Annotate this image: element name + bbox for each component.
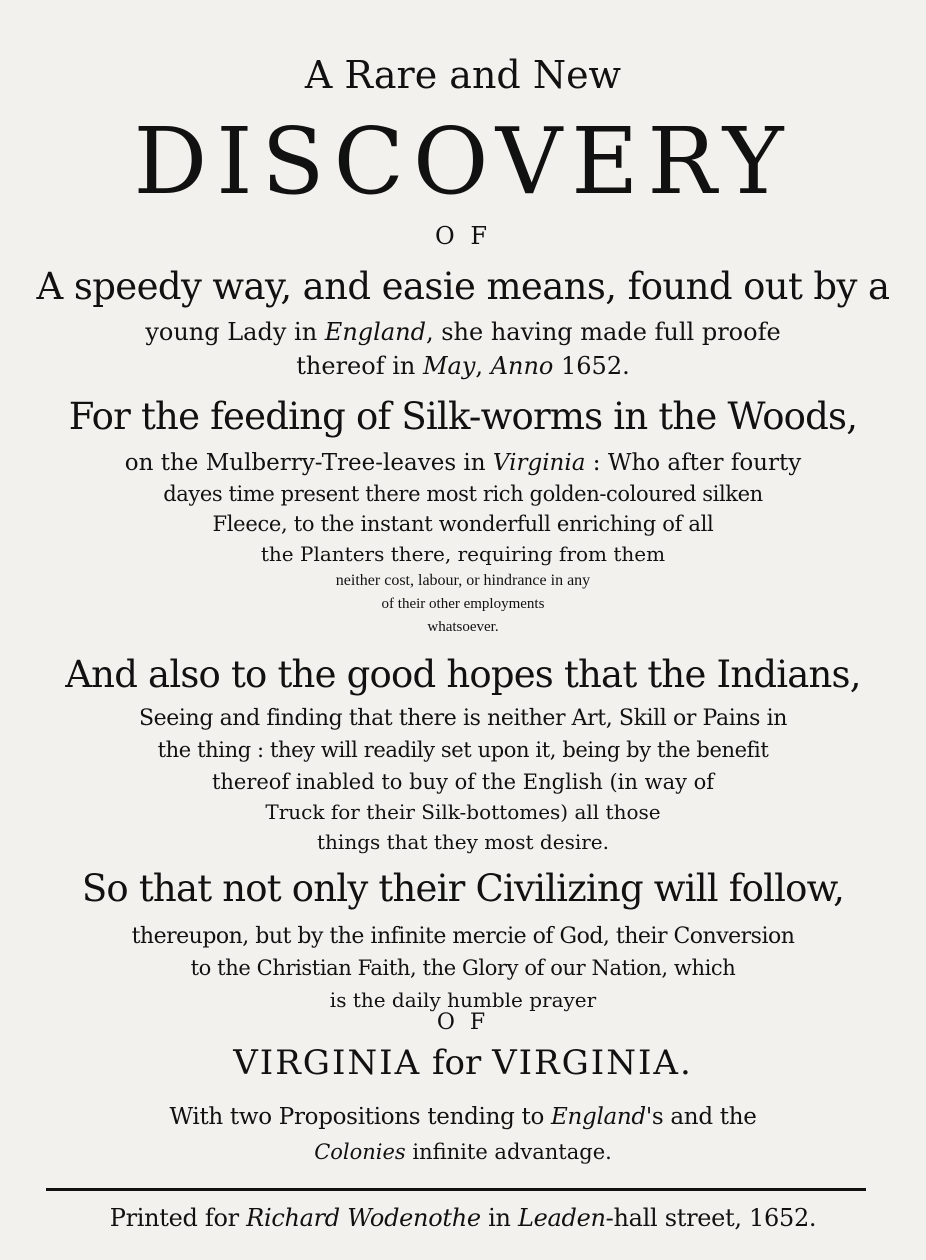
para2-line-2-b: Virginia <box>492 450 586 476</box>
propositions-line-2 <box>0 1142 926 1163</box>
para1-line-2-b: England <box>324 318 426 346</box>
para2-line-6: neither cost, labour, or hindrance in any <box>335 572 591 589</box>
para4-line-4: is the daily humble prayer <box>329 988 597 1012</box>
para4-line-1: So that not only their Civilizing will follow, <box>81 867 845 910</box>
title-discovery: DISCOVERY <box>133 108 793 215</box>
imprint <box>0 1206 926 1230</box>
para2-line-2-a: on the Mulberry-Tree-leaves in <box>124 450 493 476</box>
para1-line-2 <box>0 320 926 344</box>
para2-line-8: whatsoever. <box>427 619 499 635</box>
para3-line-4: thereof inabled to buy of the English (in way of <box>211 770 715 794</box>
para3-line-6: things that they most desire. <box>317 830 609 854</box>
of-heading-1: O F <box>435 222 491 250</box>
para1-line-1: A speedy way, and easie means, found out by a <box>36 265 890 308</box>
para1-line-2-a: young Lady in <box>145 318 325 346</box>
para2-line-2-c: : Who after fourty <box>585 450 802 476</box>
para1-line-2-c: , she having made full proofe <box>425 318 781 346</box>
para2-line-4: Fleece, to the instant wonderfull enriching of all <box>212 512 714 536</box>
para1-line-3-e: 1652. <box>553 352 630 380</box>
para3-line-2: Seeing and finding that there is neither Art, Skill or Pains in <box>139 706 787 731</box>
para2-line-2 <box>0 452 926 475</box>
imprint-b: Richard Wodenothe <box>246 1204 481 1232</box>
propositions-line-1 <box>0 1106 926 1129</box>
para3-line-1: And also to the good hopes that the Indians, <box>65 653 861 696</box>
para1-line-3-a: thereof in <box>296 352 423 380</box>
para1-line-3-b: May <box>422 352 476 380</box>
para2-line-3: dayes time present there most rich golden-coloured silken <box>163 482 763 506</box>
propositions-line-1-c: 's and the <box>645 1104 757 1130</box>
imprint-d: Leaden <box>517 1204 606 1232</box>
para2-line-7: of their other employments <box>381 596 545 612</box>
divider-rule <box>46 1188 866 1191</box>
imprint-a: Printed for <box>109 1204 247 1232</box>
propositions-line-1-b: England <box>551 1104 646 1130</box>
of-heading-2: O F <box>436 1010 490 1035</box>
title-line-1: A Rare and New <box>304 53 622 97</box>
para4-line-3: to the Christian Faith, the Glory of our Nation, which <box>190 956 736 980</box>
para3-line-3: the thing : they will readily set upon it, being by the benefit <box>157 738 769 762</box>
para1-line-3-d: Anno <box>490 352 554 380</box>
para1-line-3-c: , <box>475 352 491 380</box>
para1-line-3 <box>0 354 926 378</box>
virginia-b: for <box>421 1043 493 1083</box>
propositions-line-2-a: Colonies <box>314 1140 406 1164</box>
para4-line-2: thereupon, but by the infinite mercie of God, their Conversion <box>131 924 795 949</box>
propositions-line-1-a: With two Propositions tending to <box>169 1104 552 1130</box>
imprint-c: in <box>480 1204 518 1232</box>
imprint-e: -hall street, 1652. <box>605 1204 817 1232</box>
propositions-line-2-b: infinite advantage. <box>405 1140 612 1164</box>
virginia-for-virginia <box>0 1043 926 1083</box>
para2-line-5: the Planters there, requiring from them <box>260 542 666 566</box>
para2-line-1: For the feeding of Silk-worms in the Woods, <box>68 395 858 438</box>
virginia-c: VIRGINIA. <box>492 1043 693 1083</box>
para3-line-5: Truck for their Silk-bottomes) all those <box>265 800 661 824</box>
virginia-a: VIRGINIA <box>233 1043 422 1083</box>
